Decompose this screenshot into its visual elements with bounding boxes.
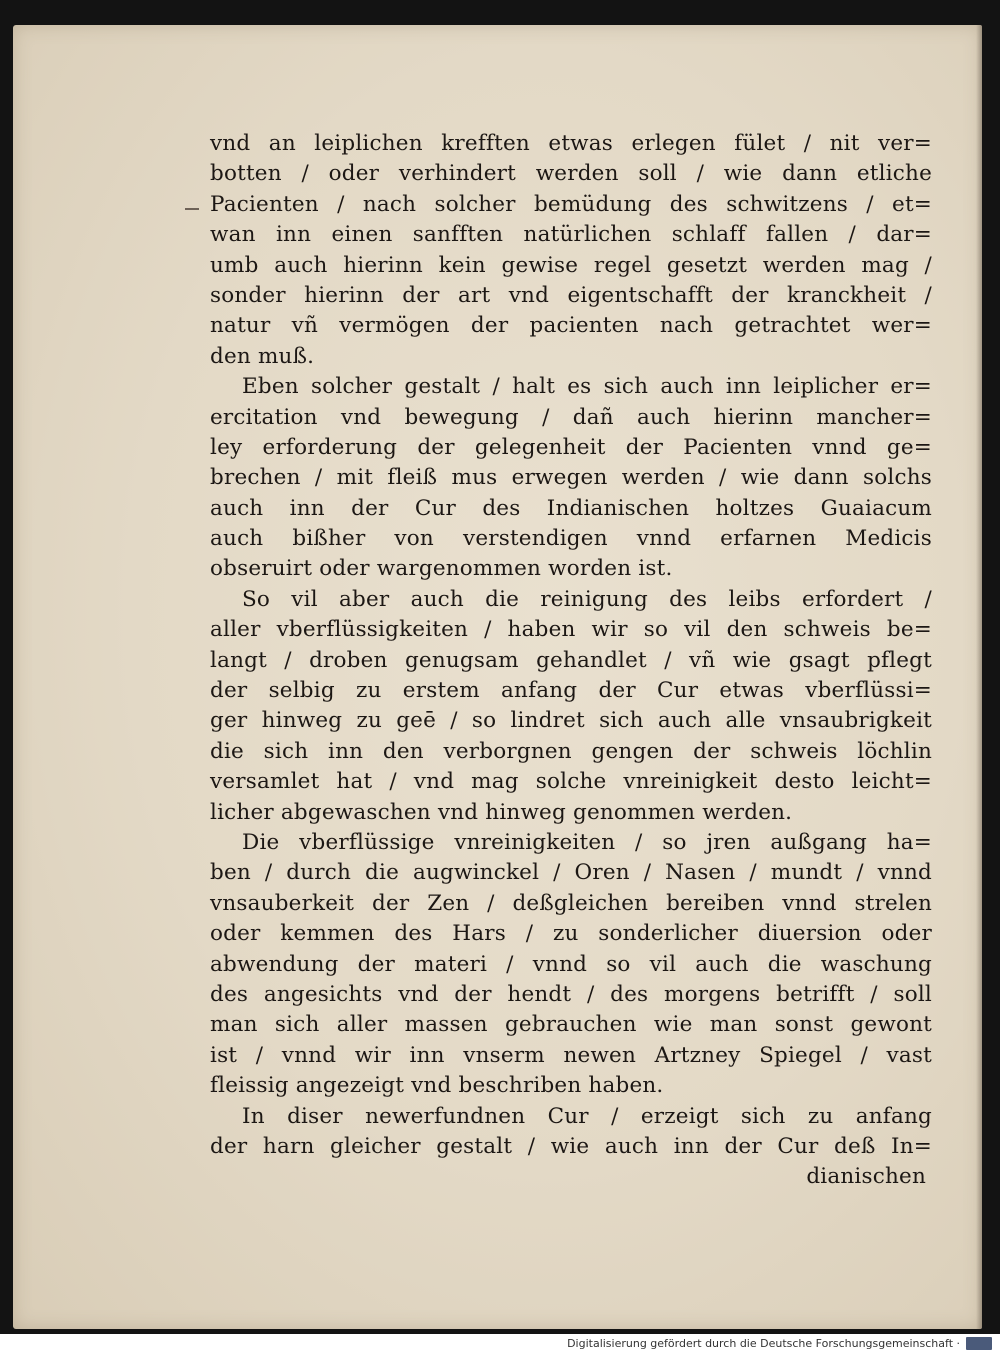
text-line: man sich aller massen gebrauchen wie man sonst gewont (210, 1012, 932, 1038)
text-line: abwendung der materi / vnnd so vil auch die waschung (210, 951, 932, 977)
catchword: dianischen (806, 1164, 926, 1190)
footer-bar (0, 1334, 1000, 1354)
text-line: ist / vnnd wir inn vnserm newen Artzney Spiegel / vast (210, 1042, 932, 1068)
text-line: den muß. (210, 343, 315, 369)
text-line: In diser newerfundnen Cur / erzeigt sich zu anfang (242, 1103, 932, 1129)
text-line: So vil aber auch die reinigung des leibs erfordert / (242, 586, 932, 612)
text-line: Eben solcher gestalt / halt es sich auch inn leiplicher er= (242, 374, 932, 400)
text-line: der harn gleicher gestalt / wie auch inn der Cur deß In= (210, 1133, 932, 1159)
margin-mark (185, 208, 199, 210)
text-line: der selbig zu erstem anfang der Cur etwas vberflüssi= (210, 678, 932, 704)
text-line: ben / durch die augwinckel / Oren / Nasen / mundt / vnnd (210, 860, 932, 886)
text-line: auch inn der Cur des Indianischen holtzes Guaiacum (210, 495, 932, 521)
text-line: brechen / mit fleiß mus erwegen werden / wie dann solchs (210, 465, 932, 491)
text-line: versamlet hat / vnd mag solche vnreinigkeit desto leicht= (210, 769, 932, 795)
text-line: auch bißher von verstendigen vnnd erfarnen Medicis (210, 526, 932, 552)
text-line: ley erforderung der gelegenheit der Pacienten vnnd ge= (210, 434, 932, 460)
funding-credit: Digitalisierung gefördert durch die Deutsche Forschungsgemeinschaft · (567, 1337, 960, 1350)
text-line: botten / oder verhindert werden soll / wie dann etliche (210, 161, 932, 187)
text-line: des angesichts vnd der hendt / des morgens betrifft / soll (210, 981, 932, 1007)
text-line: Pacienten / nach solcher bemüdung des schwitzens / et= (210, 191, 932, 217)
text-line: die sich inn den verborgnen gengen der schweis löchlin (210, 738, 932, 764)
text-line: wan inn einen sanfften natürlichen schlaff fallen / dar= (210, 222, 932, 248)
text-line: obseruirt oder wargenommen worden ist. (210, 556, 673, 582)
text-line: langt / droben genugsam gehandlet / vñ wie gsagt pflegt (210, 647, 932, 673)
dfg-logo-icon (966, 1337, 992, 1350)
text-line: sonder hierinn der art vnd eigentschafft der kranckheit / (210, 282, 932, 308)
text-line: Die vberflüssige vnreinigkeiten / so jren außgang ha= (242, 829, 932, 855)
text-line: ger hinweg zu geē / so lindret sich auch alle vnsaubrigkeit (210, 708, 932, 734)
text-line: ercitation vnd bewegung / dañ auch hierinn mancher= (210, 404, 932, 430)
book-page (13, 25, 982, 1329)
text-line: umb auch hierinn kein gewise regel gesetzt werden mag / (210, 252, 932, 278)
text-line: natur vñ vermögen der pacienten nach getrachtet wer= (210, 313, 932, 339)
body-text (210, 129, 932, 1193)
text-line: vnsauberkeit der Zen / deßgleichen bereiben vnnd strelen (210, 890, 932, 916)
text-line: oder kemmen des Hars / zu sonderlicher diuersion oder (210, 921, 932, 947)
text-line: fleissig angezeigt vnd beschriben haben. (210, 1073, 664, 1099)
text-line: vnd an leiplichen krefften etwas erlegen fület / nit ver= (210, 131, 932, 156)
page-edge (976, 25, 982, 1329)
text-line: licher abgewaschen vnd hinweg genommen werden. (210, 799, 793, 825)
text-line: aller vberflüssigkeiten / haben wir so vil den schweis be= (210, 617, 932, 643)
